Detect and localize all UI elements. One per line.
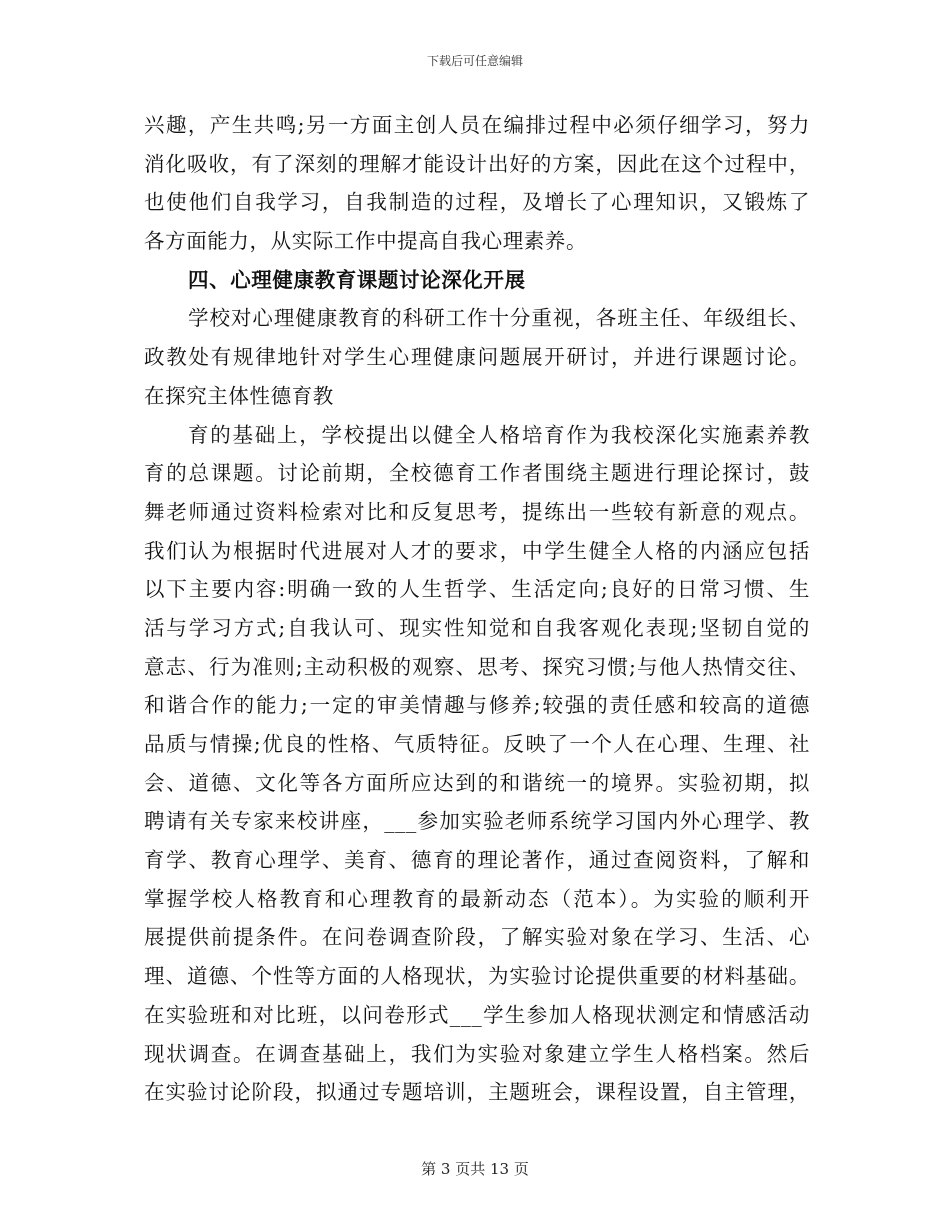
body-text-line: 各方面能力，从实际工作中提高自我心理素养。 [144, 229, 588, 254]
body-text-line: 现状调查。在调查基础上，我们为实验对象建立学生人格档案。然后 [144, 1041, 810, 1066]
page-footer: 第 3 页共 13 页 [421, 1160, 529, 1178]
body-text-line: 育学、教育心理学、美育、德育的理论著作，通过查阅资料，了解和 [144, 848, 810, 873]
body-text-line: 在实验班和对比班，以问卷形式___学生参加人格现状测定和情感活动 [144, 1002, 810, 1027]
page-header: 下载后可任意编辑 [426, 54, 523, 68]
body-text-line: 展提供前提条件。在问卷调查阶段，了解实验对象在学习、生活、心 [144, 925, 810, 950]
document-body [144, 106, 810, 1112]
body-text-line: 和谐合作的能力;一定的审美情趣与修养;较强的责任感和较高的道德 [144, 693, 810, 718]
body-text-line: 政教处有规律地针对学生心理健康问题展开研讨，并进行课题讨论。 [144, 345, 810, 370]
body-text-line: 学校对心理健康教育的科研工作十分重视，各班主任、年级组长、 [188, 306, 810, 331]
body-text-line: 育的基础上，学校提出以健全人格培育作为我校深化实施素养教 [188, 422, 810, 447]
body-text-line: 掌握学校人格教育和心理教育的最新动态（范本）。为实验的顺利开 [144, 886, 810, 911]
body-text-line: 兴趣，产生共鸣;另一方面主创人员在编排过程中必须仔细学习，努力 [144, 113, 810, 137]
body-text-line: 活与学习方式;自我认可、现实性知觉和自我客观化表现;坚韧自觉的 [144, 615, 810, 640]
body-text-line: 品质与情操;优良的性格、气质特征。反映了一个人在心理、生理、社 [144, 732, 810, 756]
body-text-line: 以下主要内容:明确一致的人生哲学、生活定向;良好的日常习惯、生 [144, 577, 810, 602]
body-text-line: 也使他们自我学习，自我制造的过程，及增长了心理知识，又锻炼了 [144, 190, 810, 215]
body-text-line: 理、道德、个性等方面的人格现状，为实验讨论提供重要的材料基础。 [144, 964, 810, 989]
body-text-line: 会、道德、文化等各方面所应达到的和谐统一的境界。实验初期，拟 [144, 770, 810, 795]
body-text-line: 聘请有关专家来校讲座，___参加实验老师系统学习国内外心理学、教 [144, 809, 810, 834]
body-text-line: 在探究主体性德育教 [144, 383, 334, 408]
body-text-line: 消化吸收，有了深刻的理解才能设计出好的方案，因此在这个过程中， [144, 151, 810, 176]
body-text-line: 舞老师通过资料检索对比和反复思考，提练出一些较有新意的观点。 [144, 499, 810, 524]
body-text-line: 育的总课题。讨论前期，全校德育工作者围绕主题进行理论探讨，鼓 [144, 461, 810, 486]
body-text-line: 在实验讨论阶段，拟通过专题培训，主题班会，课程设置，自主管理， [144, 1080, 810, 1105]
body-text-line: 我们认为根据时代进展对人才的要求，中学生健全人格的内涵应包括 [144, 538, 810, 563]
body-text-line: 意志、行为准则;主动积极的观察、思考、探究习惯;与他人热情交往、 [144, 654, 810, 679]
section-heading: 四、心理健康教育课题讨论深化开展 [188, 267, 526, 292]
